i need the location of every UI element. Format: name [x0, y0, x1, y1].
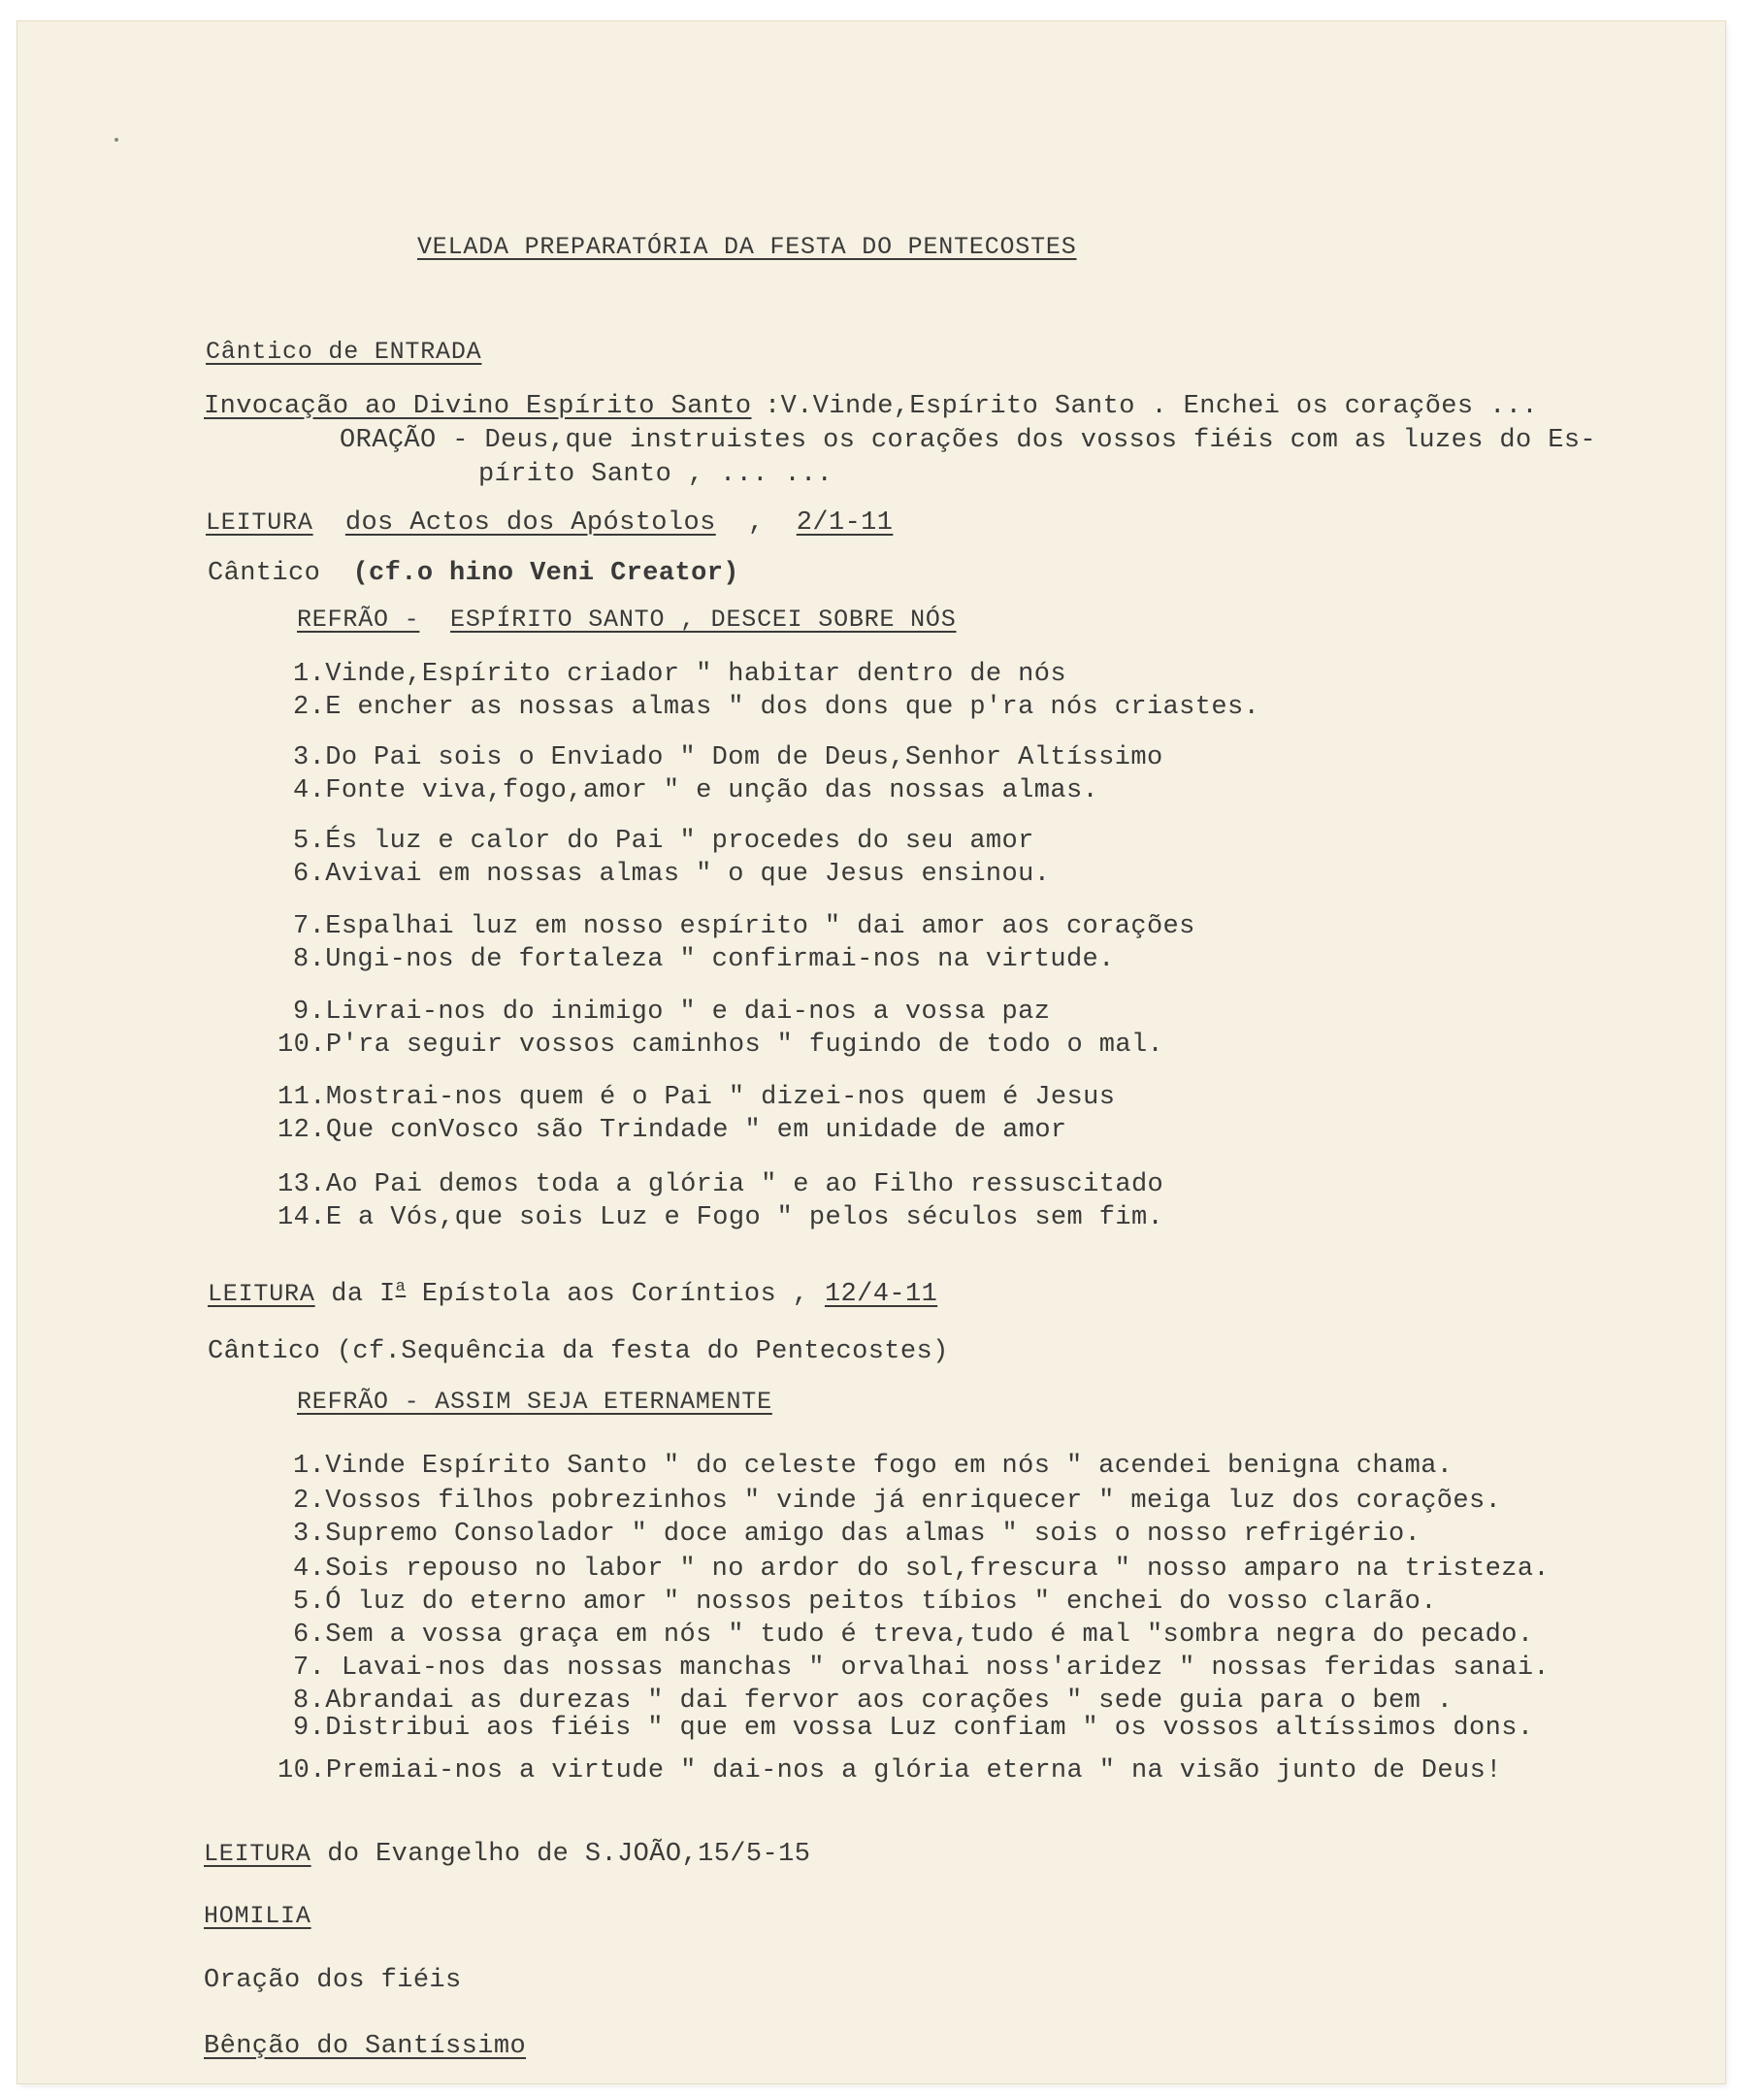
- page-title: VELADA PREPARATÓRIA DA FESTA DO PENTECOSTES: [417, 233, 1077, 261]
- verse-line: 7. Lavai-nos das nossas manchas " orvalhai noss'aridez " nossas feridas sanai.: [293, 1654, 1551, 1683]
- leitura2-sup: a: [395, 1278, 407, 1296]
- verse-line: 14.E a Vós,que sois Luz e Fogo " pelos séculos sem fim.: [278, 1203, 1164, 1232]
- verse-line: 5.És luz e calor do Pai " procedes do seu amor: [293, 827, 1034, 856]
- invocacao-label: Invocação ao Divino Espírito Santo: [204, 392, 752, 421]
- verse-line: 6.Avivai em nossas almas " o que Jesus ensinou.: [293, 860, 1051, 889]
- cantico-entrada: Cântico de ENTRADA: [206, 338, 482, 366]
- oracao-line2: pírito Santo , ... ...: [478, 460, 833, 489]
- verse-line: 6.Sem a vossa graça em nós " tudo é treva,tudo é mal "sombra negra do pecado.: [293, 1621, 1534, 1650]
- cantico1-note: (cf.o hino Veni Creator): [352, 559, 739, 588]
- verse-line: 1.Vinde,Espírito criador " habitar dentro de nós: [293, 660, 1066, 689]
- verse-line: 9.Livrai-nos do inimigo " e dai-nos a vossa paz: [293, 998, 1051, 1027]
- oracao-label: ORAÇÃO: [340, 426, 437, 455]
- verse-line: 8.Abrandai as durezas " dai fervor aos corações " sede guia para o bem .: [293, 1687, 1454, 1716]
- verse-line: 11.Mostrai-nos quem é o Pai " dizei-nos quem é Jesus: [278, 1083, 1116, 1112]
- leitura-label: LEITURA: [206, 508, 313, 537]
- cantico1-refrao: [297, 604, 957, 637]
- verse-line: 2.Vossos filhos pobrezinhos " vinde já enriquecer " meiga luz dos corações.: [293, 1487, 1502, 1516]
- oracao-line1: [340, 424, 1596, 457]
- invocacao-verse: :V.Vinde,Espírito Santo . Enchei os corações ...: [765, 392, 1538, 421]
- leitura3-text: do Evangelho de S.JOÃO,15/5-15: [327, 1840, 811, 1869]
- verse-line: 9.Distribui aos fiéis " que em vossa Luz confiam " os vossos altíssimos dons.: [293, 1714, 1534, 1743]
- verse-line: 4.Fonte viva,fogo,amor " e unção das nossas almas.: [293, 776, 1099, 805]
- verse-line: 12.Que conVosco são Trindade " em unidade de amor: [278, 1116, 1067, 1145]
- verse-line: 4.Sois repouso no labor " no ardor do sol,frescura " nosso amparo na tristeza.: [293, 1555, 1551, 1584]
- verse-line: 10.P'ra seguir vossos caminhos " fugindo de todo o mal.: [278, 1031, 1164, 1060]
- verse-line: 3.Supremo Consolador " doce amigo das almas " sois o nosso refrigério.: [293, 1520, 1421, 1549]
- refrao-text: ESPÍRITO SANTO , DESCEI SOBRE NÓS: [450, 606, 957, 634]
- oracao-text: - Deus,que instruistes os corações dos vossos fiéis com as luzes do Es-: [452, 426, 1597, 455]
- verse-line: 1.Vinde Espírito Santo " do celeste fogo em nós " acendei benigna chama.: [293, 1452, 1454, 1481]
- leitura-actos: [206, 507, 893, 540]
- bencao: Bênção do Santíssimo: [204, 2032, 527, 2061]
- verse-line: 8.Ungi-nos de fortaleza " confirmai-nos na virtude.: [293, 945, 1115, 974]
- cantico1-label: Cântico: [208, 559, 321, 588]
- leitura3-label: LEITURA: [204, 1840, 311, 1868]
- leitura-ref: 2/1-11: [796, 508, 894, 538]
- document-page: [17, 21, 1725, 2083]
- homilia: HOMILIA: [204, 1902, 311, 1930]
- leitura2-pre: da I: [331, 1280, 396, 1309]
- cantico1-heading: [208, 557, 739, 590]
- verse-line: 13.Ao Pai demos toda a glória " e ao Filho ressuscitado: [278, 1170, 1164, 1199]
- verse-line: 2.E encher as nossas almas " dos dons que p'ra nós criastes.: [293, 693, 1260, 722]
- verse-line: 7.Espalhai luz em nosso espírito " dai amor aos corações: [293, 912, 1195, 941]
- cantico2-refrao: REFRÃO - ASSIM SEJA ETERNAMENTE: [297, 1388, 772, 1416]
- leitura-corintios: [208, 1271, 937, 1311]
- refrao-label: REFRÃO -: [297, 606, 420, 634]
- leitura2-ref: 12/4-11: [824, 1280, 938, 1309]
- leitura2-post: Epístola aos Coríntios ,: [421, 1280, 809, 1309]
- ink-speck: [114, 138, 118, 142]
- verse-line: 10.Premiai-nos a virtude " dai-nos a glória eterna " na visão junto de Deus!: [278, 1756, 1502, 1785]
- leitura-sep: ,: [747, 508, 765, 538]
- cantico2-heading: Cântico (cf.Sequência da festa do Pentecostes): [208, 1337, 949, 1366]
- leitura-text: dos Actos dos Apóstolos: [344, 508, 716, 538]
- oracao-fieis: Oração dos fiéis: [204, 1966, 462, 1995]
- verse-line: 5.Ó luz do eterno amor " nossos peitos tíbios " enchei do vosso clarão.: [293, 1588, 1437, 1617]
- leitura-evangelho: [204, 1838, 810, 1871]
- verse-line: 3.Do Pai sois o Enviado " Dom de Deus,Senhor Altíssimo: [293, 743, 1163, 772]
- leitura2-label: LEITURA: [208, 1280, 315, 1308]
